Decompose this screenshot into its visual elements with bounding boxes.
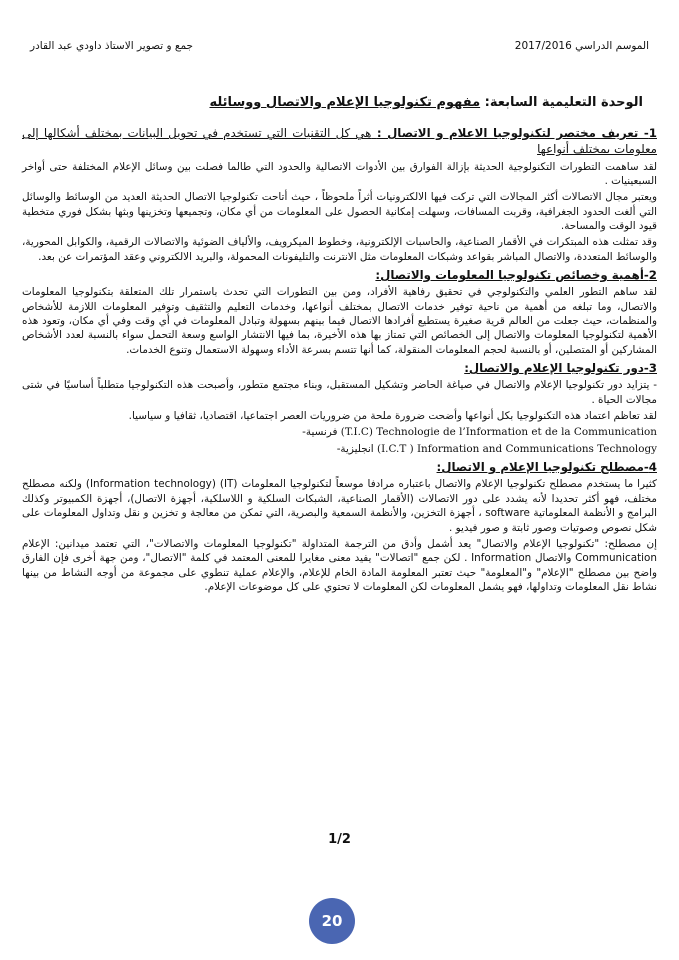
section-1-paragraph-3: وقد تمثلت هذه المبتكرات في الأقمار الصناعية، والحاسبات الإلكترونية، وخطوط الميكرويف، والألياف الضوئية والاتصالات الرقمية، والكوابل المحورية، والوسائط المتعددة، والاتصال المباشر بقواعد وشبكات المعلومات مثل الانترنت والتليفونات المحمولة، والبريد الالكتروني وعقد المؤتمرات عن بعد. bbox=[22, 236, 657, 263]
section-3-paragraph-1: - يتزايد دور تكنولوجيا الإعلام والاتصال في صياغة الحاضر وتشكيل المستقبل، وبناء مجتمع متطور، وأصبحت هذه التكنولوجيا متطلباً أساسيًا في شتى مجالات الحياة . bbox=[22, 379, 657, 406]
french-term: (T.I.C) Technologie de l’Information et de la Communication bbox=[340, 426, 657, 439]
school-year: الموسم الدراسي 2017/2016 bbox=[514, 40, 649, 52]
section-1-title: 1- تعريف مختصر لتكنولوجيا الاعلام و الاتصال : bbox=[376, 126, 657, 140]
french-term-line bbox=[22, 425, 657, 439]
section-3-title: 3-دور تكنولوجيا الإعلام والاتصال: bbox=[464, 361, 657, 376]
english-term: (I.C.T ) Information and Communications Technology bbox=[377, 442, 657, 455]
section-4-title: 4-مصطلح تكنولوجيا الإعلام و الاتصال: bbox=[436, 460, 657, 475]
french-label: فرنسية- bbox=[302, 426, 338, 439]
section-1-paragraph-2: ويعتبر مجال الاتصالات أكثر المجالات التي تركت فيها الالكترونيات أثراً ملحوظاً ، حيث أتاحت تكنولوجيا الاتصال الحديثة العديد من الوسائط والوسائل التي ألغت الحدود الجغرافية، وقربت المسافات، وسهلت إمكانية الحصول على المعلومات من أي مكان، وتجميعها وتخزينها وبثها بشكل فوري متخطية قيود الوقت والمساحة. bbox=[22, 191, 657, 232]
section-4-paragraph-2: إن مصطلح: "تكنولوجيا الإعلام والاتصال" يعد أشمل وأدق من الترجمة المتداولة "تكنولوجيا المعلومات والاتصالات"، التي تعتمد ميدانين: الإعلام Communication والاتصال Information . لكن جمع "اتصالات" يفيد معنى مغايرا للمعنى المعتمد في كلمة "الاتصال"، ومن جهة أخرى فإن الفارق واضح بين مصطلح "الإعلام" و"المعلومة" حيث تعتبر المعلومة المادة الخام للإعلام، والإعلام عملية تنطوي على مجموعة من أوجه النشاط من بينها نشاط نقل المعلومات وتداولها، فهو يشمل المعلومات لكن المعلومات لا تحتوي على كل موضوعات الإعلام. bbox=[22, 537, 657, 593]
page-header bbox=[30, 40, 649, 58]
english-term-line bbox=[22, 442, 657, 456]
section-3-paragraph-2: لقد تعاظم اعتماد هذه التكنولوجيا بكل أنواعها وأضحت ضرورة ملحة من ضروريات العصر اجتماعيا، اقتصاديا، ثقافيا و سياسيا. bbox=[128, 410, 657, 423]
collected-by: جمع و تصوير الاستاذ داودي عبد القادر bbox=[30, 40, 194, 52]
section-4-paragraph-1: كثيرا ما يستخدم مصطلح تكنولوجيا الإعلام والاتصال باعتباره مرادفا موسعاً لتكنولوجيا المعلومات (IT) (Information technology) ولكنه مصطلح مختلف، فهو أكثر تحديدا لأنه يشدد على دور الاتصالات (الأقمار الصناعية، الشبكات السلكية و اللاسلكية، أجهزة الاتصال)، أجهزة الكمبيوتر وكذلك البرامج و الأنظمة المعلوماتية software ، أجهزة التخزين، والأنظمة السمعية والبصرية، التي تمكن من معالجة و تخزين و نقل وتداول المعلومات على شكل نصوص وصوتيات وصور ثابتة و صور فيديو . bbox=[22, 478, 657, 534]
section-1-heading bbox=[22, 125, 657, 158]
section-2-title: 2-أهمية وخصائص تكنولوجيا المعلومات والاتصال: bbox=[375, 268, 657, 283]
page-number-badge: 20 bbox=[309, 898, 355, 944]
section-2-paragraph-1: لقد ساهم التطور العلمي والتكنولوجي في تحقيق رفاهية الأفراد، ومن بين التطورات التي تحدث باستمرار تلك المتعلقة بتكنولوجيا المعلومات والاتصال، وما تبلغه من أهمية من ناحية توفير خدمات الاتصال بمختلف أنواعها، وخدمات التعليم والتثقيف وتوفير المعلومات اللازمة للأشخاص والمنظمات، حيث جعلت من العالم قرية صغيرة يستطيع أفرادها الاتصال فيما بينهم بسهولة وتبادل المعلومات في أي وقت وفي أي مكان، وتعود هذه الأهمية لتكنولوجيا المعلومات والاتصال إلى الخصائص التي تمتاز بها هذه الأخيرة، بما فيها الانتشار الواسع وسعة التحمل سواء بالنسبة لعدد الأشخاص المشاركين أو المتصلين، أو بالنسبة لحجم المعلومات المنقولة، كما أنها تتسم بسرعة الأداء وسهولة الاستعمال وتنوع الخدمات. bbox=[22, 286, 657, 356]
section-1-paragraph-1: لقد ساهمت التطورات التكنولوجية الحديثة بإزالة الفوارق بين الأدوات الاتصالية والحدود التي طالما فصلت بين وسائل الإعلام المختلفة حتى أواخر السبعينيات . bbox=[22, 160, 657, 187]
english-label: انجليزية- bbox=[336, 442, 374, 455]
section-1-definition: هي كل التقنيات التي تستخدم في تحويل البيانات بمختلف أشكالها إلى معلومات بمختلف أنواعها bbox=[22, 126, 657, 157]
unit-subject: مفهوم تكنولوجيا الإعلام والاتصال ووسائله bbox=[209, 95, 481, 110]
unit-label: الوحدة التعليمية السابعة: bbox=[484, 95, 643, 110]
document-body bbox=[22, 122, 657, 596]
page-fraction: 1/2 bbox=[328, 832, 351, 847]
unit-title bbox=[40, 95, 643, 110]
